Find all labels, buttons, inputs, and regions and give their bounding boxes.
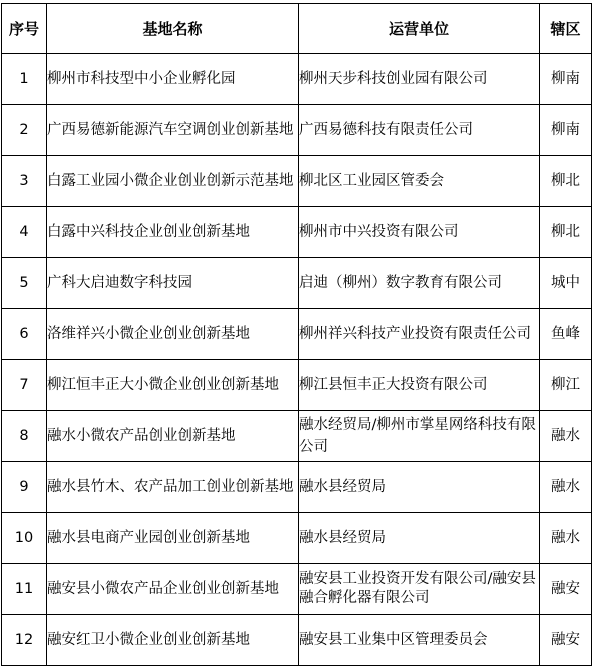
district: 柳北: [540, 207, 592, 258]
base-name: 融水小微农产品创业创新基地: [47, 428, 236, 444]
row-no: 3: [2, 156, 47, 207]
row-no: 4: [2, 207, 47, 258]
header-name: 基地名称: [47, 4, 299, 54]
operator-name: 融安县工业投资开发有限公司/融安县融合孵化器有限公司: [299, 571, 536, 606]
table-row: [2, 462, 592, 513]
base-name: 白露工业园小微企业创业创新示范基地: [47, 173, 294, 189]
district: 柳北: [540, 156, 592, 207]
table-row: [2, 258, 592, 309]
operator-name: 柳江县恒丰正大投资有限公司: [299, 377, 488, 393]
row-no: 6: [2, 309, 47, 360]
base-name: 白露中兴科技企业创业创新基地: [47, 224, 250, 240]
row-no: 9: [2, 462, 47, 513]
base-name: 广西易德新能源汽车空调创业创新基地: [47, 122, 294, 138]
base-name: 融安县小微农产品企业创业创新基地: [47, 580, 279, 597]
table-row: [2, 105, 592, 156]
header-no: 序号: [2, 4, 47, 54]
table-row: [2, 54, 592, 105]
operator-name: 融水经贸局/柳州市掌星网络科技有限公司: [299, 417, 536, 455]
operator-name: 融水县经贸局: [299, 530, 386, 546]
table-row: [2, 309, 592, 360]
operator-name: 融安县工业集中区管理委员会: [299, 632, 488, 648]
header-operator: 运营单位: [299, 4, 540, 54]
district: 融安: [540, 564, 592, 615]
table-row: [2, 513, 592, 564]
row-no: 2: [2, 105, 47, 156]
operator-name: 柳州祥兴科技产业投资有限责任公司: [299, 326, 531, 342]
district: 柳南: [540, 105, 592, 156]
header-row: [2, 4, 592, 54]
operator-name: 柳州天步科技创业园有限公司: [299, 71, 488, 87]
row-no: 8: [2, 411, 47, 462]
row-no: 5: [2, 258, 47, 309]
base-name: 融水县电商产业园创业创新基地: [47, 530, 250, 546]
table-row: [2, 564, 592, 615]
district: 城中: [540, 258, 592, 309]
operator-name: 柳北区工业园区管委会: [299, 173, 444, 189]
base-name: 柳州市科技型中小企业孵化园: [47, 71, 236, 87]
row-no: 1: [2, 54, 47, 105]
row-no: 10: [2, 513, 47, 564]
district: 融水: [540, 513, 592, 564]
district: 融水: [540, 462, 592, 513]
operator-name: 启迪（柳州）数字教育有限公司: [299, 275, 502, 291]
base-name: 广科大启迪数字科技园: [47, 275, 192, 291]
table-row: [2, 207, 592, 258]
district: 融水: [540, 411, 592, 462]
table-row: [2, 360, 592, 411]
district: 融安: [540, 615, 592, 666]
district: 柳南: [540, 54, 592, 105]
base-name: 融水县竹木、农产品加工创业创新基地: [47, 479, 294, 495]
table-row: [2, 156, 592, 207]
district: 柳江: [540, 360, 592, 411]
row-no: 11: [2, 564, 47, 615]
base-name: 洛维祥兴小微企业创业创新基地: [47, 326, 250, 342]
operator-name: 柳州市中兴投资有限公司: [299, 224, 459, 240]
base-name: 柳江恒丰正大小微企业创业创新基地: [47, 377, 279, 393]
table-row: [2, 411, 592, 462]
table-row: [2, 615, 592, 666]
row-no: 12: [2, 615, 47, 666]
operator-name: 广西易德科技有限责任公司: [299, 122, 473, 138]
base-name: 融安红卫小微企业创业创新基地: [47, 632, 250, 648]
operator-name: 融水县经贸局: [299, 479, 386, 495]
district: 鱼峰: [540, 309, 592, 360]
incubation-base-table: [1, 3, 592, 666]
row-no: 7: [2, 360, 47, 411]
header-district: 辖区: [540, 4, 592, 54]
